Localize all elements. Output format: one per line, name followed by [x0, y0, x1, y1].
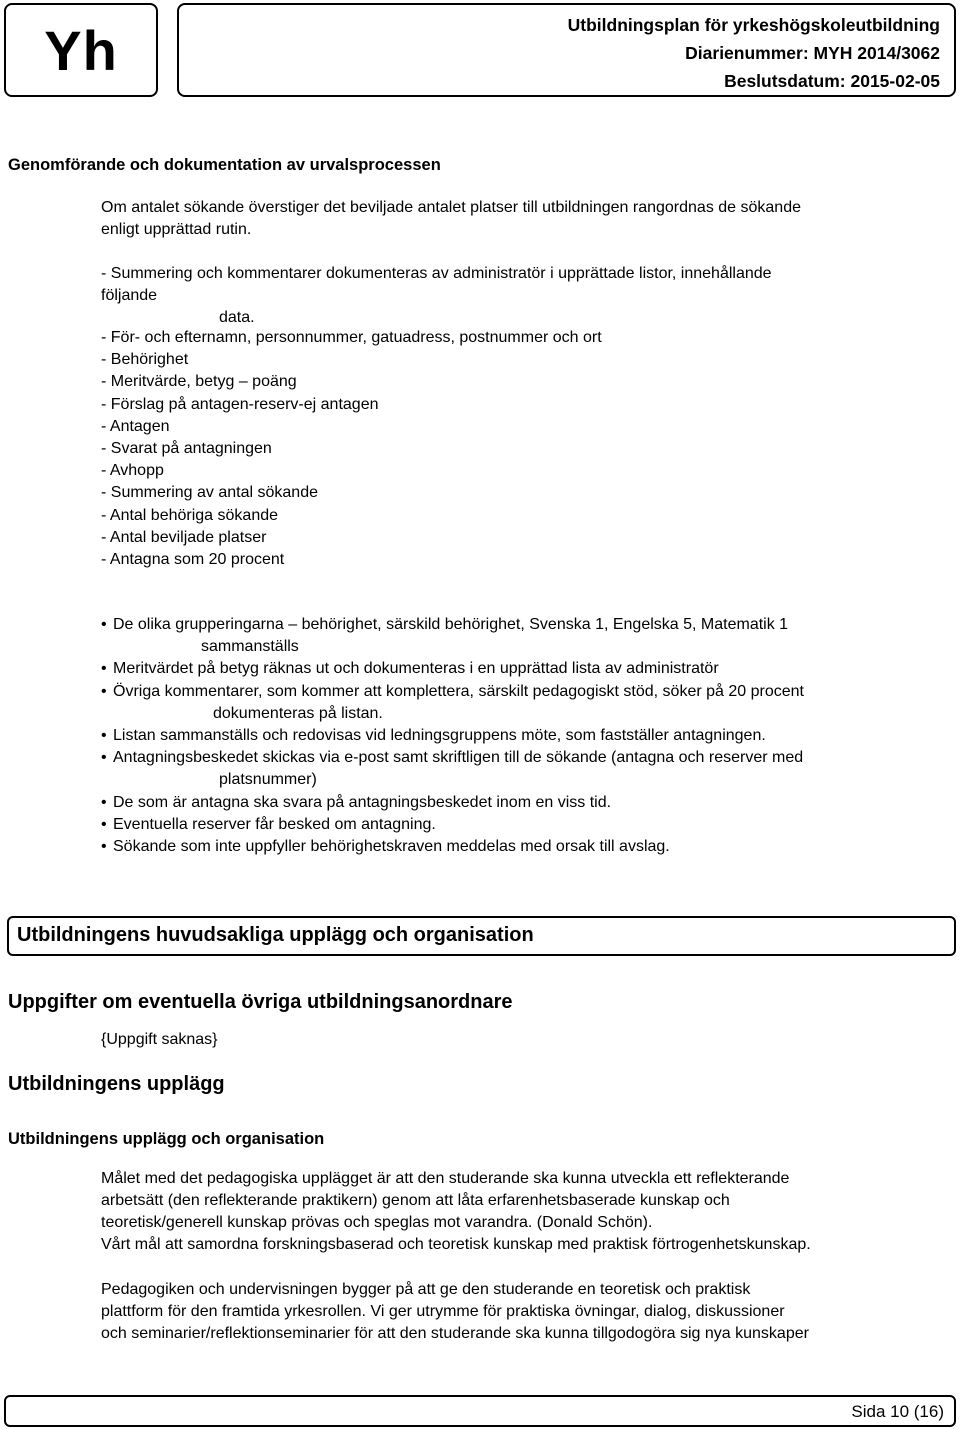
bullet-icon: • — [101, 749, 107, 767]
anordnare-heading: Uppgifter om eventuella övriga utbildningsanordnare — [8, 991, 513, 1013]
list-item — [101, 747, 951, 791]
bullet-continuation: platsnummer) — [219, 771, 317, 789]
list-item — [101, 614, 951, 658]
document-title: Utbildningsplan för yrkeshögskoleutbildning — [567, 15, 940, 35]
bullet-continuation: sammanställs — [201, 638, 299, 656]
bullet-text: Listan sammanställs och redovisas vid ledningsgruppens möte, som fastställer antagningen. — [113, 727, 766, 745]
bullet-icon: • — [101, 838, 107, 856]
bullet-icon: • — [101, 727, 107, 745]
bullet-icon: • — [101, 660, 107, 678]
pedagogik-paragraph-2 — [101, 1279, 951, 1345]
page-footer — [4, 1395, 956, 1427]
list-item — [101, 681, 951, 725]
pedagogik-paragraph-1 — [101, 1168, 951, 1256]
process-bullet-list — [101, 614, 951, 858]
list-item: - Antal behöriga sökande — [101, 506, 279, 524]
upplagg-heading: Utbildningens upplägg — [8, 1073, 225, 1095]
summary-line: data. — [219, 309, 255, 326]
bullet-text: De olika grupperingarna – behörighet, särskild behörighet, Svenska 1, Engelska 5, Matematik 1 — [113, 616, 789, 633]
section-title: Utbildningens huvudsakliga upplägg och organisation — [17, 924, 534, 946]
list-item: - Summering av antal sökande — [101, 484, 318, 502]
intro-line: Om antalet sökande överstiger det beviljade antalet platser till utbildningen rangordnas de sökande — [101, 199, 801, 216]
list-item — [101, 658, 951, 680]
paragraph-line: och seminarier/reflektionseminarier för att den studerande ska kunna tillgodogöra sig nya kunskaper — [101, 1325, 809, 1342]
list-item: - Avhopp — [101, 462, 164, 480]
list-item: - Antagna som 20 procent — [101, 551, 285, 569]
paragraph-line: arbetsätt (den reflekterande praktikern) genom att låta erfarenhetsbaserade kunskap och — [101, 1192, 730, 1209]
intro-line: enligt upprättad rutin. — [101, 221, 252, 238]
list-item: - Behörighet — [101, 351, 189, 369]
bullet-text: Antagningsbeskedet skickas via e-post samt skriftligen till de sökande (antagna och reserver med — [113, 749, 804, 767]
beslutsdatum: Beslutsdatum: 2015-02-05 — [724, 71, 940, 91]
paragraph-line: teoretisk/generell kunskap prövas och speglas mot varandra. (Donald Schön). — [101, 1214, 653, 1231]
document-header — [177, 3, 956, 97]
list-item: - Förslag på antagen-reserv-ej antagen — [101, 395, 379, 413]
bullet-text: Övriga kommentarer, som kommer att komplettera, särskilt pedagogiskt stöd, söker på 20 procent — [113, 682, 804, 700]
anordnare-value: {Uppgift saknas} — [101, 1031, 218, 1048]
list-item — [101, 725, 951, 747]
diarienummer: Diarienummer: MYH 2014/3062 — [685, 43, 940, 63]
summary-paragraph — [101, 263, 951, 329]
list-item — [101, 792, 951, 814]
list-item: - Svarat på antagningen — [101, 440, 272, 458]
page-number: Sida 10 (16) — [851, 1402, 944, 1421]
list-item: - Antagen — [101, 417, 170, 435]
list-item — [101, 836, 951, 858]
bullet-text: Sökande som inte uppfyller behörighetskraven meddelas med orsak till avslag. — [113, 838, 670, 856]
bullet-icon: • — [101, 815, 107, 833]
upplagg-sub-heading: Utbildningens upplägg och organisation — [8, 1130, 325, 1148]
bullet-text: Meritvärdet på betyg räknas ut och dokumenteras i en upprättad lista av administratör — [113, 660, 719, 678]
data-field-list — [101, 327, 602, 571]
logo-text: Yh — [44, 18, 118, 82]
paragraph-line: Målet med det pedagogiska upplägget är att den studerande ska kunna utveckla ett reflekterande — [101, 1170, 790, 1187]
summary-line: följande — [101, 287, 158, 304]
paragraph-line: Pedagogiken och undervisningen bygger på att ge den studerande en teoretisk och praktisk — [101, 1281, 751, 1298]
list-item: - Meritvärde, betyg – poäng — [101, 373, 297, 391]
logo — [4, 3, 158, 97]
bullet-icon: • — [101, 616, 107, 633]
urval-intro — [101, 197, 951, 241]
urval-heading: Genomförande och dokumentation av urvalsprocessen — [8, 156, 441, 174]
paragraph-line: plattform för den framtida yrkesrollen. Vi ger utrymme för praktiska övningar, dialog, diskussioner — [101, 1303, 785, 1320]
list-item: - Antal beviljade platser — [101, 528, 267, 546]
bullet-continuation: dokumenteras på listan. — [213, 704, 383, 722]
paragraph-line: Vårt mål att samordna forskningsbaserad och teoretisk kunskap med praktisk förtrogenhetskunskap. — [101, 1236, 811, 1253]
bullet-icon: • — [101, 682, 107, 700]
list-item — [101, 814, 951, 836]
section-title-box — [7, 916, 956, 956]
bullet-text: Eventuella reserver får besked om antagning. — [113, 815, 436, 833]
summary-line: - Summering och kommentarer dokumenteras av administratör i upprättade listor, innehållande — [101, 265, 772, 282]
bullet-icon: • — [101, 793, 107, 811]
list-item: - För- och efternamn, personnummer, gatuadress, postnummer och ort — [101, 329, 602, 346]
bullet-text: De som är antagna ska svara på antagningsbeskedet inom en viss tid. — [113, 793, 612, 811]
